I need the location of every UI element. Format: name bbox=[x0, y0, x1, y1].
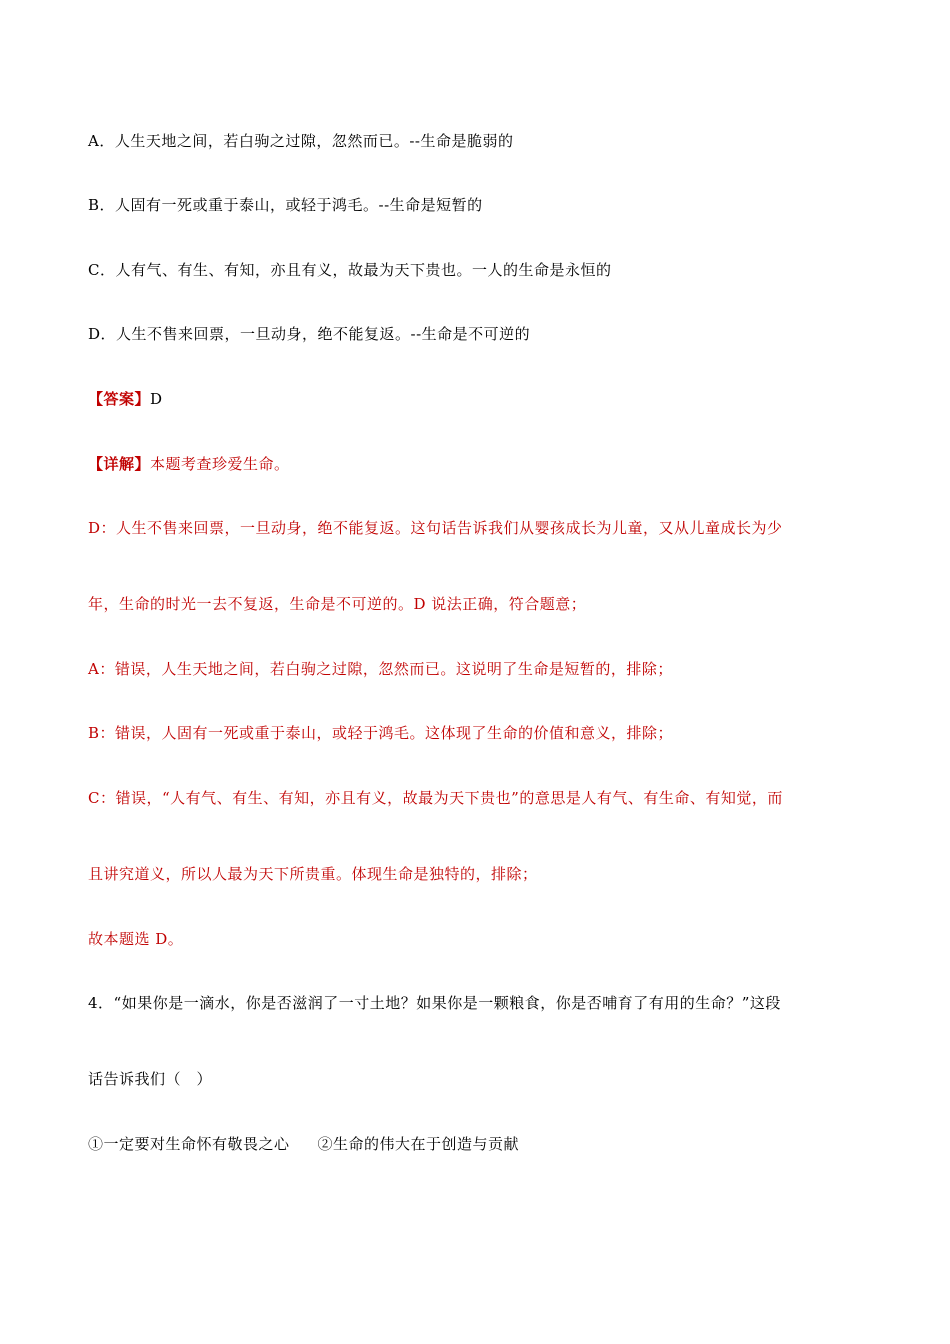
analysis-line-c-1: C：错误，“人有气、有生、有知，亦且有义，故最为天下贵也”的意思是人有气、有生命、有知觉，而 bbox=[88, 789, 783, 807]
analysis-line-d-1: D：人生不售来回票，一旦动身，绝不能复返。这句话告诉我们从婴孩成长为儿童，又从儿童成长为少 bbox=[88, 519, 783, 537]
analysis-intro: 本题考查珍爱生命。 bbox=[150, 455, 290, 473]
question3-option-d: D．人生不售来回票，一旦动身，绝不能复返。--生命是不可逆的 bbox=[88, 325, 531, 343]
analysis-line-c-2: 且讲究道义，所以人最为天下所贵重。体现生命是独特的，排除； bbox=[88, 865, 538, 883]
analysis-intro-line bbox=[88, 454, 290, 474]
answer-value: D bbox=[150, 390, 163, 408]
question4-statement-2: ②生命的伟大在于创造与贡献 bbox=[317, 1135, 520, 1153]
question4-statement-1: ①一定要对生命怀有敬畏之心 bbox=[88, 1135, 290, 1153]
analysis-line-b: B：错误，人固有一死或重于泰山，或轻于鸿毛。这体现了生命的价值和意义，排除； bbox=[88, 724, 674, 742]
analysis-tag: 【详解】 bbox=[88, 455, 151, 473]
question3-option-a: A．人生天地之间，若白驹之过隙，忽然而已。--生命是脆弱的 bbox=[88, 132, 514, 150]
question4-stem-line1: 4．“如果你是一滴水，你是否滋润了一寸土地？如果你是一颗粮食，你是否哺育了有用的生命？”这段 bbox=[88, 994, 781, 1012]
question4-stem-line2: 话告诉我们（ ） bbox=[88, 1070, 213, 1088]
analysis-conclusion: 故本题选 D。 bbox=[88, 930, 184, 948]
question3-option-b: B．人固有一死或重于泰山，或轻于鸿毛。--生命是短暂的 bbox=[88, 196, 483, 214]
analysis-line-a: A：错误，人生天地之间，若白驹之过隙，忽然而已。这说明了生命是短暂的，排除； bbox=[88, 660, 673, 678]
question4-statements bbox=[88, 1134, 519, 1154]
question3-option-c: C．人有气、有生、有知，亦且有义，故最为天下贵也。一人的生命是永恒的 bbox=[88, 261, 612, 279]
answer-tag: 【答案】 bbox=[88, 390, 151, 408]
analysis-line-d-2: 年，生命的时光一去不复返，生命是不可逆的。D 说法正确，符合题意； bbox=[88, 595, 587, 613]
answer-line bbox=[88, 389, 163, 409]
